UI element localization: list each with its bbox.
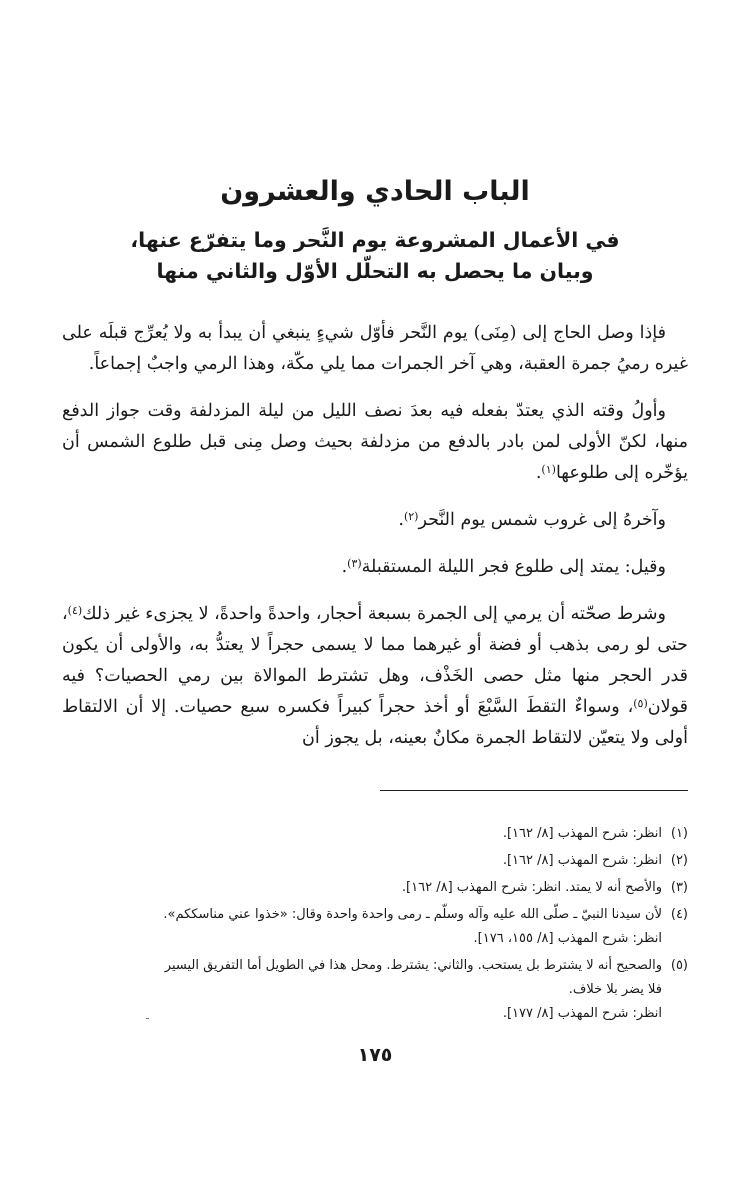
scan-speck [146,1018,149,1019]
footnote-line: انظر: شرح المهذب [٨/ ١٥٥، ١٧٦]. [473,931,662,946]
footnote-5 [62,954,688,1026]
paragraph-text: فإذا وصل الحاج إلى (مِنَى) يوم النَّحر فأوّل شيءٍ ينبغي أن يبدأ به ولا يُعرِّج قبلَه على غيره رميُ جمرة العقبة، وهي آخر الجمرات مما يلي مكّة، وهذا الرمي واجبٌ إجماعاً. [62,323,688,374]
paragraph-4 [62,552,688,583]
footnote-line: فلا يضر بلا خلاف. [568,982,662,997]
footnote-line: والصحيح أنه لا يشترط بل يستحب. والثاني: يشترط. ومحل هذا في الطويل أما التفريق اليسير [164,958,662,973]
footnote-ref-2[interactable]: (٢) [403,510,419,523]
footnote-line: انظر: شرح المهذب [٨/ ١٦٢]. [502,853,662,868]
footnote-1 [62,822,688,846]
footnote-number: (٣) [670,880,688,895]
footnote-line: انظر: شرح المهذب [٨/ ١٦٢]. [502,826,662,841]
paragraph-2 [62,396,688,489]
footnotes [62,822,688,1029]
footnote-number: (٥) [670,958,688,973]
paragraph-text: . [535,463,542,483]
footnote-ref-5[interactable]: (٥) [633,697,648,710]
paragraph-text: ، حتى لو رمى بذهب أو فضة أو غيرهما مما لا يسمى حجراً لا يعتدُّ به، والأولى أن يكون قدر الحجر منها مثل حصى الخَذْف، وهل تشترط الموالاة بين رمي الحصيات؟ فيه قولان [62,604,688,717]
paragraph-text: . [398,510,404,530]
footnote-separator [380,790,688,791]
paragraph-text: وشرط صحّته أن يرمي إلى الجمرة بسبعة أحجار، واحدةً واحدةً، لا يجزىء غير ذلك [82,604,666,624]
footnote-text [62,903,662,951]
subtitle-line-1: في الأعمال المشروعة يوم النَّحر وما يتفرّع عنها، [130,228,620,252]
paragraph-1 [62,318,688,380]
paragraph-text: وآخرهُ إلى غروب شمس يوم النَّحر [418,510,666,530]
paragraph-text: ، وسواءٌ التقطَ السَّبْعَ أو أخذ حجراً كبيراً فكسره سبع حصيات. إلا أن الالتقاط أولى ولا يتعيّن لالتقاط الجمرة مكانٌ بعينه، بل يجوز أن [62,697,688,748]
footnote-ref-4[interactable]: (٤) [67,604,83,617]
paragraph-text: وقيل: يمتد إلى طلوع فجر الليلة المستقبلة [361,557,666,577]
paragraph-5 [62,599,688,754]
footnote-text [62,876,662,900]
footnote-ref-3[interactable]: (٣) [347,557,362,570]
paragraph-text: . [341,557,348,577]
footnote-number: (١) [670,826,688,841]
footnote-text [62,822,662,846]
page-number: ١٧٥ [357,1044,393,1066]
footnote-text [62,849,662,873]
footnote-text [62,954,662,1026]
paragraph-text: وأولُ وقته الذي يعتدّ بفعله فيه بعدَ نصف الليل من ليلة المزدلفة وقت جواز الدفع منها، لكنّ الأولى لمن بادر بالدفع من مزدلفة بحيث وصل مِنى قبل طلوع الشمس أن يؤخّره إلى طلوعها [62,401,688,483]
paragraph-3 [62,505,688,536]
footnote-number: (٢) [670,853,688,868]
footnote-line: لأن سيدنا النبيّ ـ صلّى الله عليه وآله وسلّم ـ رمى واحدة واحدة وقال: «خذوا عني مناسككم». [163,907,662,922]
footnote-line: والأصح أنه لا يمتد. انظر: شرح المهذب [٨/ ١٦٢]. [401,880,662,895]
subtitle-line-2: وبيان ما يحصل به التحلّل الأوّل والثاني منها [156,259,594,283]
footnote-line: انظر: شرح المهذب [٨/ ١٧٧]. [502,1006,662,1021]
footnote-3 [62,876,688,900]
footnote-number: (٤) [670,907,688,922]
footnote-ref-1[interactable]: (١) [541,463,556,476]
chapter-subtitle [0,225,750,287]
body-text [62,318,688,754]
footnote-2 [62,849,688,873]
footnote-4 [62,903,688,951]
chapter-title: الباب الحادي والعشرون [220,176,530,207]
